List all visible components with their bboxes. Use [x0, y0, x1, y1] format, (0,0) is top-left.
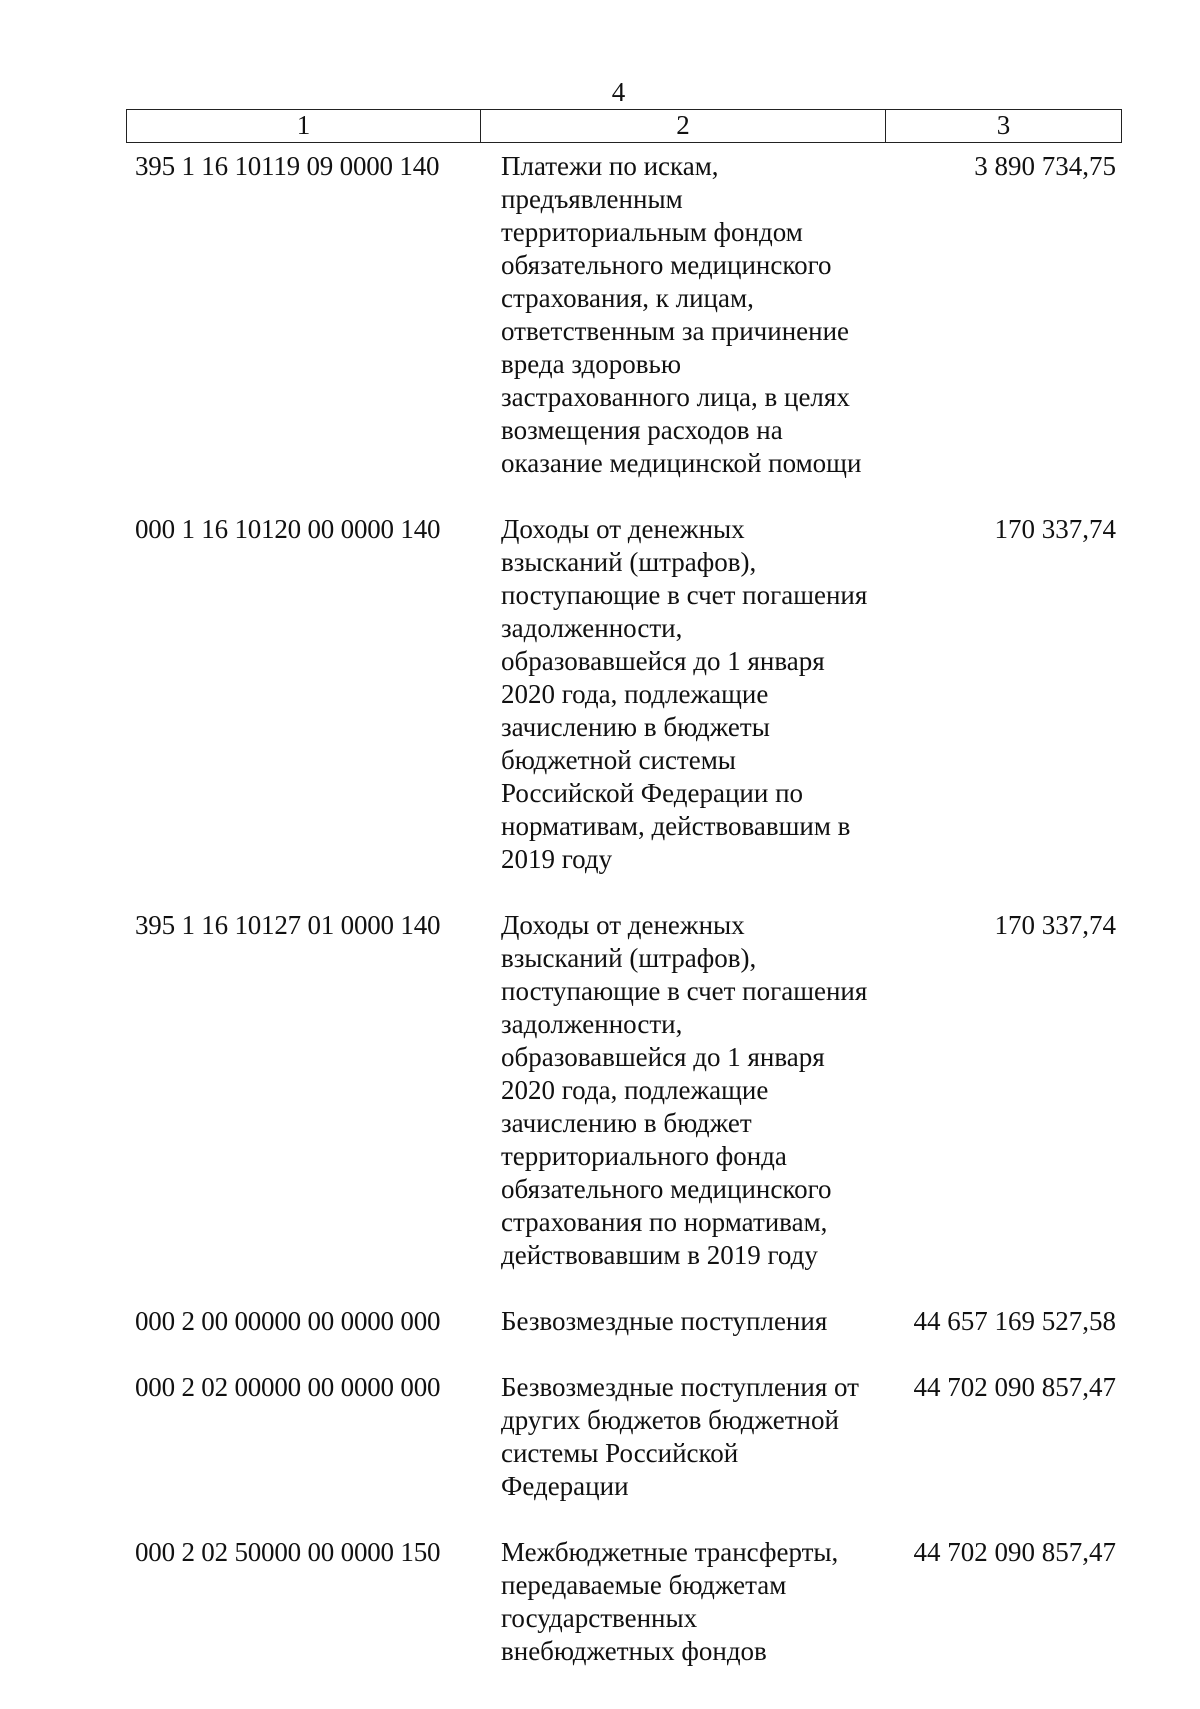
- description-cell: [489, 1536, 889, 1668]
- description-line: взысканий (штрафов),: [501, 943, 757, 973]
- table-row: [135, 1536, 1122, 1668]
- column-header-3: 3: [996, 110, 1011, 140]
- description-line: образовавшейся до 1 января: [501, 646, 825, 676]
- description-line: нормативам, действовавшим в: [501, 811, 851, 841]
- page-number: 4: [611, 77, 626, 107]
- table-row: [135, 909, 1122, 1272]
- description-line: других бюджетов бюджетной: [501, 1405, 839, 1435]
- description-line: задолженности,: [501, 613, 683, 643]
- table-body: [135, 150, 1122, 1668]
- amount-cell: 3 890 734,75: [974, 151, 1116, 181]
- description-line: внебюджетных фондов: [501, 1636, 767, 1666]
- description-line: территориальным фондом: [501, 217, 803, 247]
- column-header-1: 1: [127, 110, 481, 142]
- description-line: образовавшейся до 1 января: [501, 1042, 825, 1072]
- column-header-2: 2: [481, 110, 886, 142]
- description-line: Безвозмездные поступления от: [501, 1372, 859, 1402]
- description-line: ответственным за причинение: [501, 316, 850, 346]
- description-line: вреда здоровью: [501, 349, 681, 379]
- description-line: задолженности,: [501, 1009, 683, 1039]
- description-line: Межбюджетные трансферты,: [501, 1537, 839, 1567]
- table-row: [135, 1305, 1122, 1338]
- description-line: обязательного медицинского: [501, 250, 832, 280]
- budget-code-cell: 395 1 16 10127 01 0000 140: [135, 910, 441, 940]
- description-line: страхования, к лицам,: [501, 283, 754, 313]
- description-line: Безвозмездные поступления: [501, 1306, 828, 1336]
- amount-cell: 170 337,74: [994, 910, 1116, 940]
- description-line: системы Российской: [501, 1438, 739, 1468]
- description-cell: [489, 150, 889, 480]
- description-line: 2020 года, подлежащие: [501, 679, 769, 709]
- description-line: государственных: [501, 1603, 698, 1633]
- description-cell: [489, 1305, 889, 1338]
- table-row: [135, 513, 1122, 876]
- description-cell: [489, 1371, 889, 1503]
- amount-cell: 44 657 169 527,58: [913, 1306, 1116, 1336]
- amount-cell: 44 702 090 857,47: [913, 1372, 1116, 1402]
- amount-cell: 44 702 090 857,47: [913, 1537, 1116, 1567]
- budget-code-cell: 395 1 16 10119 09 0000 140: [135, 151, 440, 181]
- description-line: передаваемые бюджетам: [501, 1570, 787, 1600]
- description-line: застрахованного лица, в целях: [501, 382, 850, 412]
- description-line: взысканий (штрафов),: [501, 547, 757, 577]
- budget-code-cell: 000 2 02 00000 00 0000 000: [135, 1372, 441, 1402]
- description-line: территориального фонда: [501, 1141, 787, 1171]
- budget-code-cell: 000 2 02 50000 00 0000 150: [135, 1537, 441, 1567]
- table-header: [126, 109, 1122, 143]
- description-line: поступающие в счет погашения: [501, 976, 868, 1006]
- description-line: возмещения расходов на: [501, 415, 783, 445]
- table-row: [135, 1371, 1122, 1503]
- budget-code-cell: 000 2 00 00000 00 0000 000: [135, 1306, 441, 1336]
- description-line: зачислению в бюджеты: [501, 712, 770, 742]
- description-line: 2020 года, подлежащие: [501, 1075, 769, 1105]
- budget-code-cell: 000 1 16 10120 00 0000 140: [135, 514, 441, 544]
- description-line: зачислению в бюджет: [501, 1108, 752, 1138]
- description-line: действовавшим в 2019 году: [501, 1240, 818, 1270]
- description-line: поступающие в счет погашения: [501, 580, 868, 610]
- description-line: оказание медицинской помощи: [501, 448, 862, 478]
- description-line: Российской Федерации по: [501, 778, 804, 808]
- description-line: страхования по нормативам,: [501, 1207, 828, 1237]
- description-line: предъявленным: [501, 184, 683, 214]
- table-row: [135, 150, 1122, 480]
- description-line: Доходы от денежных: [501, 514, 745, 544]
- description-cell: [489, 909, 889, 1272]
- description-line: Федерации: [501, 1471, 629, 1501]
- description-line: Доходы от денежных: [501, 910, 745, 940]
- description-line: бюджетной системы: [501, 745, 736, 775]
- description-cell: [489, 513, 889, 876]
- amount-cell: 170 337,74: [994, 514, 1116, 544]
- description-line: обязательного медицинского: [501, 1174, 832, 1204]
- description-line: Платежи по искам,: [501, 151, 719, 181]
- description-line: 2019 году: [501, 844, 613, 874]
